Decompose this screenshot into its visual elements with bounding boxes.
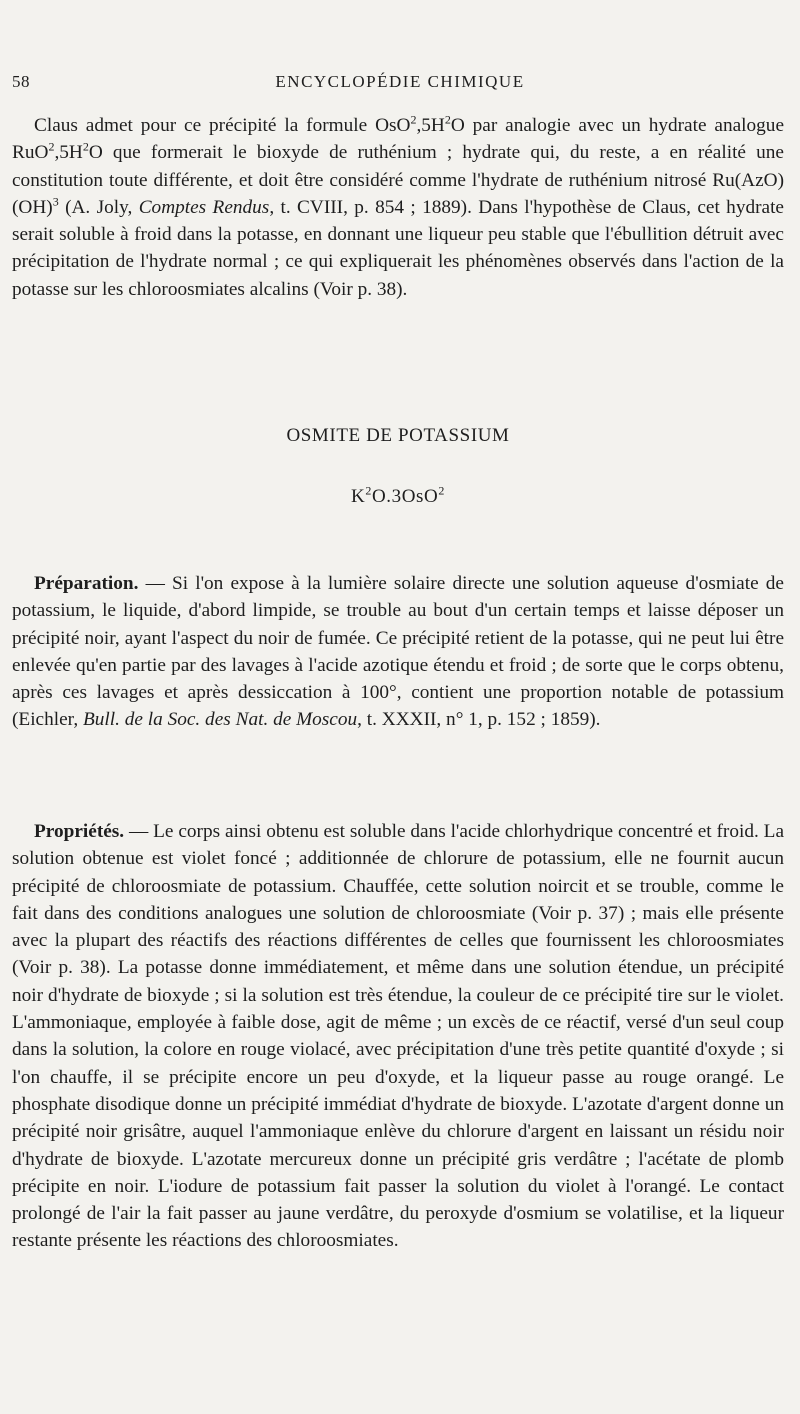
page-header [12,72,788,96]
paragraph-proprietes-text: Propriétés. — Le corps ainsi obtenu est soluble dans l'acide chlorhydrique concentré et froid. La solution obtenue est violet foncé ; additionnée de chlorure de potassium, elle ne fournit aucun précipité de chloroosmiate de potassium. Chauffée, cette solution noircit et se trouble, comme le fait dans des conditions analogues une solution de chloroosmiate (Voir p. 37) ; mais elle présente avec la plupart des réactifs des réactions différentes de celles que fournissent les chloroosmiates (Voir p. 38). La potasse donne immédiatement, et même dans une solution étendue, un précipité noir d'hydrate de bioxyde ; si la solution est très étendue, la couleur de ce précipité tire sur le violet. L'ammoniaque, employée à faible dose, agit de même ; un excès de ce réactif, versé d'un seul coup dans la solution, la colore en rouge violacé, avec précipitation d'une très petite quantité d'oxyde ; si l'on chauffe, il se précipite encore un peu d'oxyde, et la liqueur passe au rouge orangé. Le phosphate disodique donne un précipité immédiat d'hydrate de bioxyde. L'azotate d'argent donne un précipité noir grisâtre, auquel l'ammoniaque enlève du chlorure d'argent en laissant un résidu noir d'hydrate de bioxyde. L'azotate mercureux donne un précipité gris verdâtre ; l'acétate de plomb précipite en noir. L'iodure de potassium fait passer la solution du violet à l'orangé. Le contact prolongé de l'air la fait passer au jaune verdâtre, du peroxyde d'osmium se volatilise, et la liqueur restante présente les réactions des chloroosmiates. [12,821,784,1252]
journal-citation: Comptes Rendus [138,196,270,218]
paragraph-proprietes [12,818,784,1255]
paragraph-claus [12,112,784,303]
paragraph-preparation [12,570,784,734]
journal-citation: Bull. de la Soc. des Nat. de Moscou [82,709,358,731]
paragraph-preparation-text: Préparation. — Si l'on expose à la lumière solaire directe une solution aqueuse d'osmiate de potassium, le liquide, d'abord limpide, se trouble au bout d'un certain temps et laisse déposer un précipité noir, ayant l'aspect du noir de fumée. Ce précipité retient de la potasse, qui ne peut lui être enlevée qu'en partie par des lavages à l'acide azotique étendu et froid ; de sorte que le corps obtenu, après ces lavages et après dessiccation à 100°, contient une proportion notable de potassium (Eichler, Bull. de la Soc. des Nat. de Moscou, t. XXXII, n° 1, p. 152 ; 1859). [12,573,784,731]
page-number: 58 [12,72,30,91]
paragraph-claus-text: Claus admet pour ce précipité la formule $OsO^2,5H^2O$ par analogie avec un hydrate analogue $RuO^2,5H^2O$ que formerait le bioxyde de ruthénium ; hydrate qui, du reste, a en réalité une constitution toute différente, et doit être considéré comme l'hydrate de ruthénium nitrosé Ru(AzO)(OH)$^3$ (A. Joly, Comptes Rendus, t. CVIII, p. 854 ; 1889). Dans l'hypothèse de Claus, cet hydrate serait soluble à froid dans la potasse, en donnant une liqueur peu stable que l'ébullition détruit avec précipitation de l'hydrate normal ; ce qui expliquerait les phénomènes observés dans l'action de la potasse sur les chloroosmiates alcalins (Voir p. 38). [12,112,784,300]
run-in-heading-proprietes: Propriétés. [34,821,125,842]
section-formula: $K^2O.3OsO^2$ [351,483,445,507]
section-title: OSMITE DE POTASSIUM [286,425,510,446]
running-title: ENCYCLOPÉDIE CHIMIQUE [275,72,525,91]
run-in-heading-preparation: Préparation. [34,573,139,594]
